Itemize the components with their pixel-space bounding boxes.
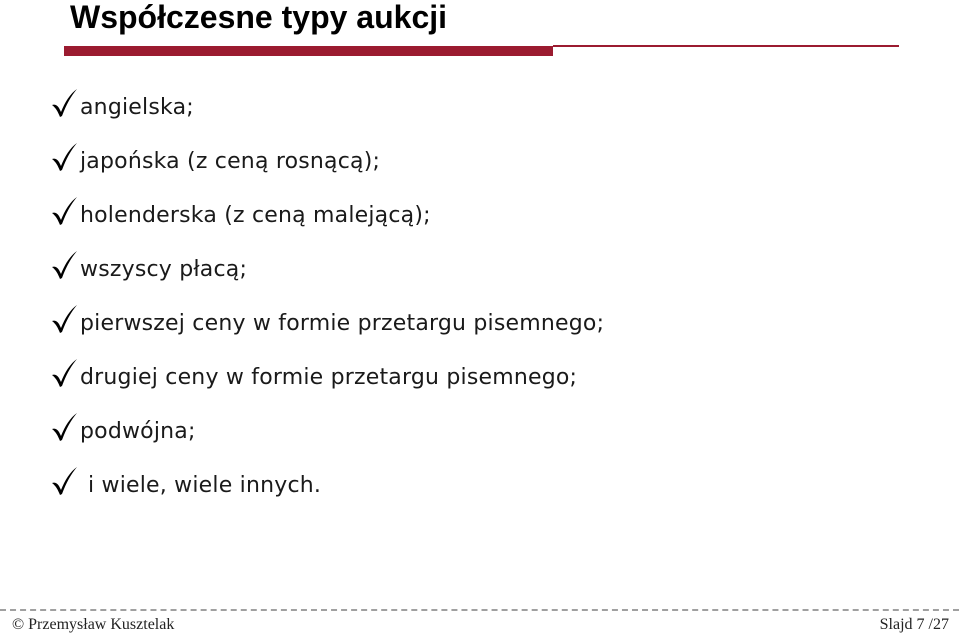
slide-number: Slajd 7 /27 [879, 616, 949, 633]
bullet-item [50, 350, 604, 404]
bullet-item [50, 134, 604, 188]
bullet-item [50, 296, 604, 350]
bullet-text: i wiele, wiele innych. [88, 472, 322, 498]
bullet-item [50, 242, 604, 296]
bullet-text: drugiej ceny w formie przetargu pisemnego; [80, 364, 578, 390]
bullet-item [50, 80, 604, 134]
title-underline-thin [553, 45, 899, 47]
footer-divider [0, 609, 959, 611]
checkmark-icon [50, 412, 78, 442]
title-underline-thick [64, 46, 553, 56]
bullet-list [50, 80, 604, 512]
slide-title: Współczesne typy aukcji [70, 0, 448, 35]
checkmark-icon [50, 196, 78, 226]
checkmark-icon [50, 142, 78, 172]
bullet-item [50, 404, 604, 458]
bullet-text: wszyscy płacą; [80, 256, 248, 282]
footer-author: © Przemysław Kusztelak [12, 616, 175, 633]
bullet-text: angielska; [80, 94, 194, 120]
bullet-text: japońska (z ceną rosnącą); [80, 148, 381, 174]
checkmark-icon [50, 304, 78, 334]
checkmark-icon [50, 466, 78, 496]
checkmark-icon [50, 358, 78, 388]
bullet-item [50, 458, 604, 512]
bullet-text: holenderska (z ceną malejącą); [80, 202, 431, 228]
bullet-text: pierwszej ceny w formie przetargu pisemnego; [80, 310, 605, 336]
checkmark-icon [50, 88, 78, 118]
bullet-item [50, 188, 604, 242]
checkmark-icon [50, 250, 78, 280]
bullet-text: podwójna; [80, 418, 196, 444]
